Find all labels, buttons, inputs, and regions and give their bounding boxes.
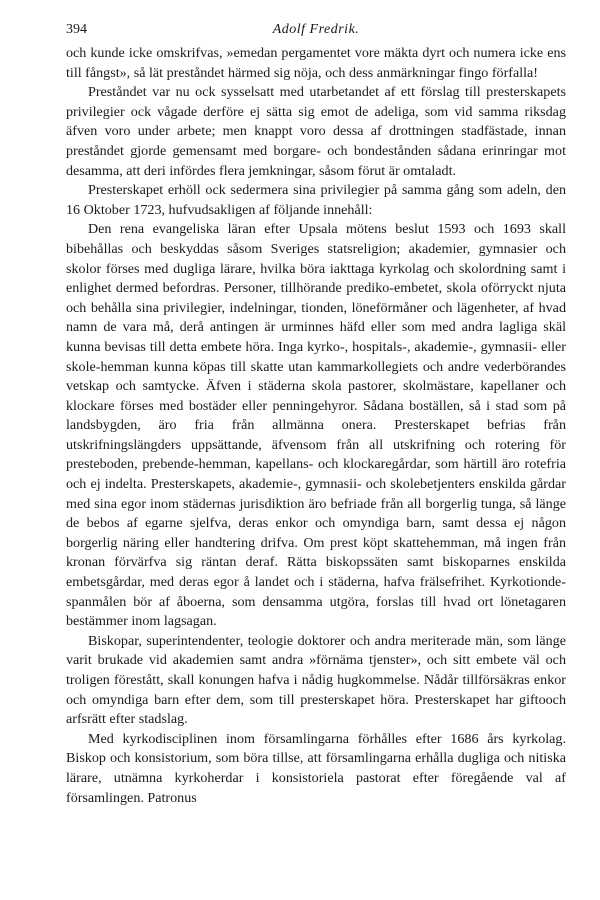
body-text [66, 44, 566, 808]
running-title: Adolf Fredrik. [272, 22, 360, 37]
paragraph-privilege-proposal: Preståndet var nu ock sysselsatt med utarbetandet af ett förslag till presterskapets privilegier ock vågade derföre ej sätta sig emot de adeliga, som vid samma riksdag äfven voro under arbete; men knappt voro dessa af drottningen stadfästade, innan preståndet gjorde gemensamt med borgare- och bondestånden sådana erinringar mot desamma, att deri infördes flera jemkningar, såsom förut är omtaladt. [66, 84, 566, 179]
paragraph-privileges-granted: Presterskapet erhöll ock sedermera sina privilegier på samma gång som adeln, den 16 Oktober 1723, hufvudsakligen af följande innehåll: [66, 182, 566, 218]
paragraph-continuation: och kunde icke omskrifvas, »emedan pergamentet vore mäkta dyrt och numera icke ens till fångst», så lät preståndet härmed sig nöja, och dess anmärkningar fingo förfalla! [66, 45, 566, 81]
running-head [66, 22, 566, 44]
paragraph-bishops: Biskopar, superintendenter, teologie doktorer och andra meriterade män, som länge varit brukade vid akademien samt andra »förnäma tjenster», och sitt embete väl och troligen förestått, skall konungen hafva i nådig hugkommelse. Nådår tillförsäkras enkor och omyndiga barn efter dem, som till presterskapet höra. Presterskapet har giftooch arfsrätt efter stadslag. [66, 632, 566, 728]
paragraph-privileges-content: Den rena evangeliska läran efter Upsala mötens beslut 1593 och 1693 skall bibehållas och beskyddas såsom Sveriges statsreligion; akademier, gymnasier och skolor förses med dugliga lärare, hvilka böra iakttaga kyrkolag och skolordning samt i enlighet dermed befordras. Personer, tillhörande prediko-embetet, skola oförryckt njuta och behålla sina privilegier, indelningar, tionden, löneförmåner och lägenheter, af hvad namn de vara må, derå antingen är urminnes häfd eller som med andra lagliga skäl kunna bevisas till detta embete höra. Inga kyrko-, hospitals-, akademie-, gymnasii- eller skole-hemman kunna köpas till skatte utan kammarkollegiets och andre vederbörandes vetskap och samtycke. Äfven i städerna skola pastorer, skolmästare, kapellaner och klockare förses med bostäder eller penningehyror. Sådana boställen, så i stad som på landsbygden, äro fria från allmänna onera. Presterskapet befrias från utskrifningslängders uppsättande, äfvensom från all utskrifning och rotering för presteboden, prebende-hemman, kapellans- och klockaregårdar, som härtill äro rotefria och ej indelta. Presterskapets, akademie-, gymnasii- och skolebetjenters enskilda gårdar med sina egor inom städernas jurisdiktion äro befriade från all borgerlig tunga, så länge de bebos af egarne sjelfva, deras enkor och omyndiga barn, samt dessa ej någon borgerlig näring eller handtering drifva. Om prest köpt skattehemman, må ingen från kronan förvärfva sig räntan deraf. Rätta biskopssäten samt biskoparnes enskilda embetsgårdar, med deras egor å landet och i städerna, hafva frälsefrihet. Kyrkotionde-spanmålen bör af åboerna, som densamma utgöra, forslas till hvad ort lönetagaren bestämmer inom lagsagan. [66, 221, 566, 630]
paragraph-church-discipline: Med kyrkodisciplinen inom församlingarna förhålles efter 1686 års kyrkolag. Biskop och konsistorium, som böra tillse, att församlingarna erhålla dugliga och nitiska lärare, utnämna kyrkoherdar i konsistoriela pastorat efter föregående val af församlingen. Patronus [66, 730, 566, 806]
page-number: 394 [66, 22, 87, 37]
book-page [66, 22, 566, 808]
